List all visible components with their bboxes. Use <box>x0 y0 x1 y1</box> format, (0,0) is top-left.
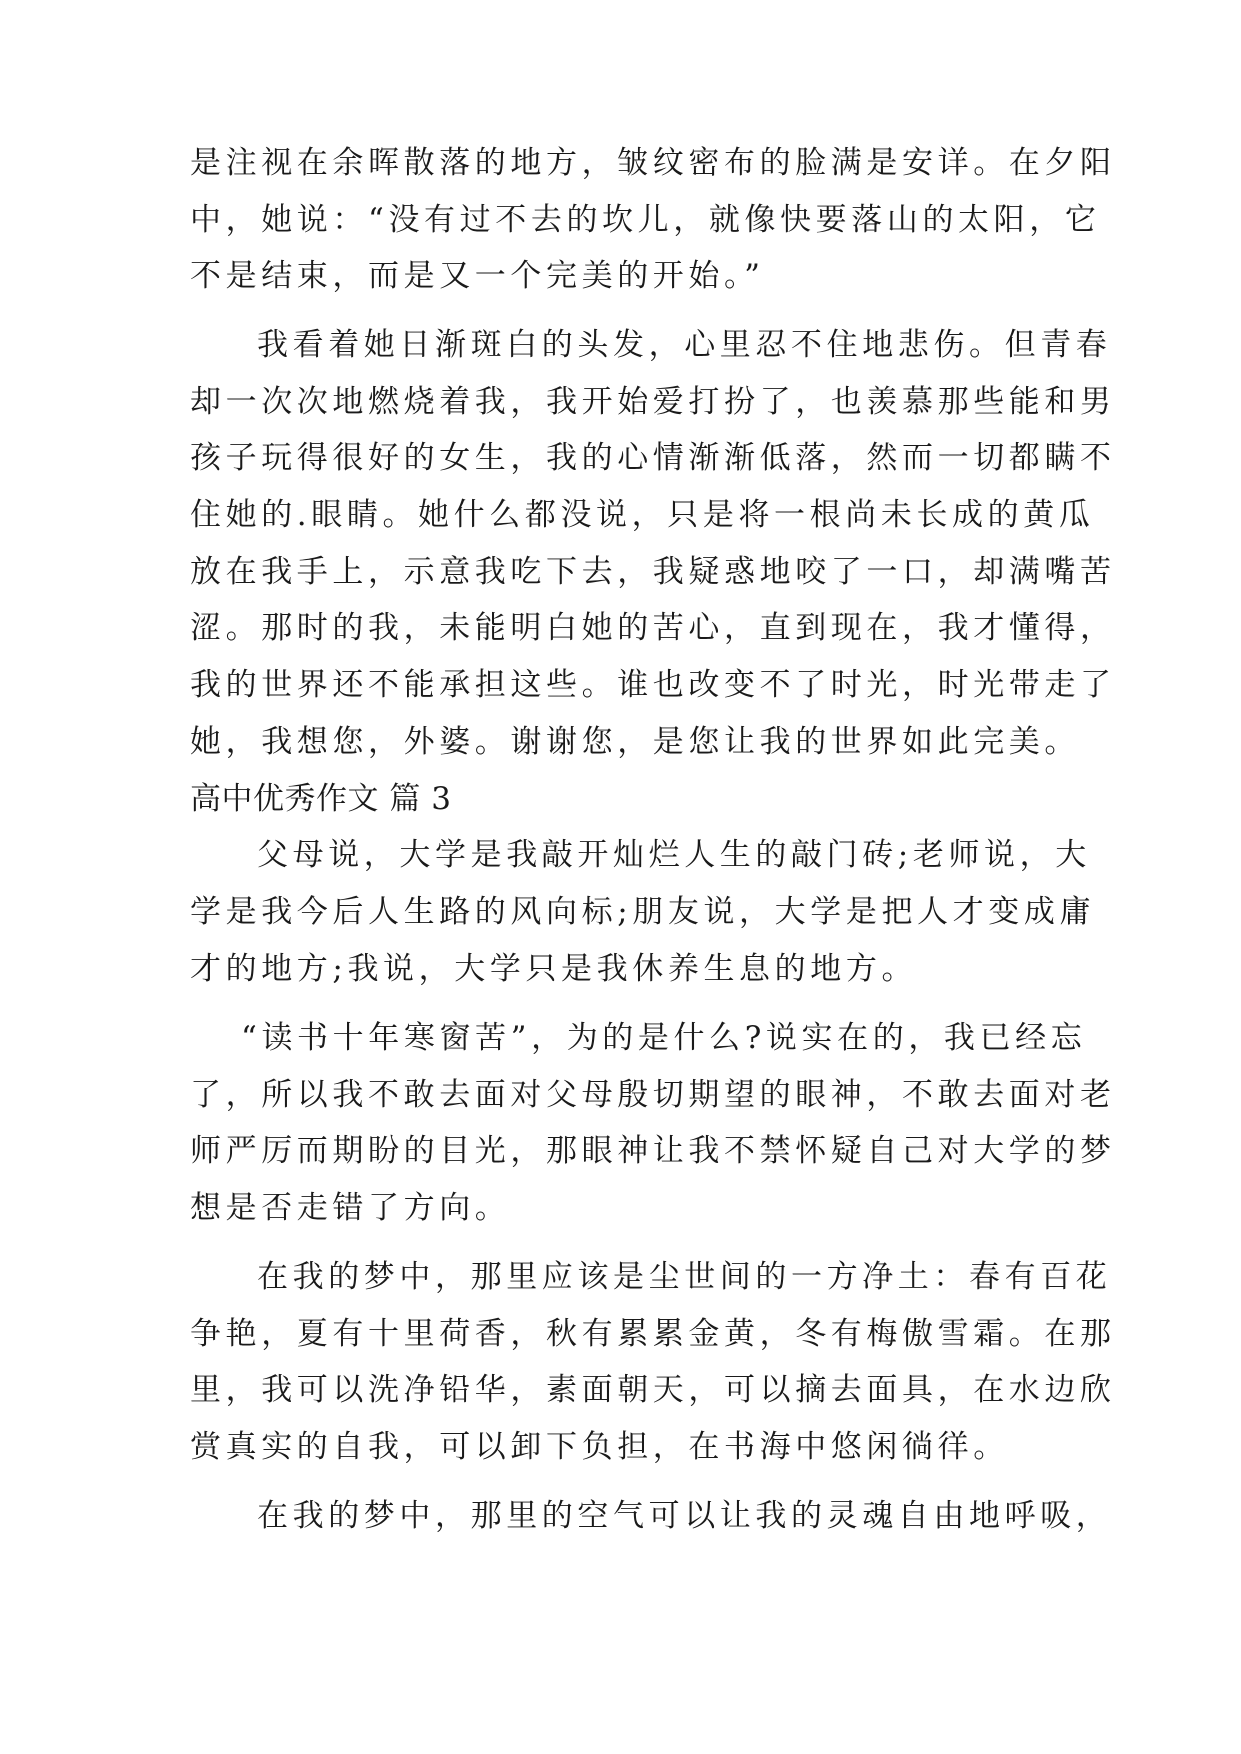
text-line: 才的地方;我说，大学只是我休养生息的地方。 <box>190 951 918 987</box>
text-line: 孩子玩得很好的女生，我的心情渐渐低落，然而一切都瞒不 <box>190 440 1116 476</box>
text-line: 中，她说：“没有过不去的坎儿，就像快要落山的太阳，它 <box>190 202 1101 238</box>
text-line: 她，我想您，外婆。谢谢您，是您让我的世界如此完美。 <box>190 724 1080 760</box>
text-line: 赏真实的自我，可以卸下负担，在书海中悠闲徜徉。 <box>190 1429 1009 1465</box>
text-line: 我的世界还不能承担这些。谁也改变不了时光，时光带走了 <box>190 667 1116 703</box>
paragraph-first-line: “读书十年寒窗苦”，为的是什么?说实在的，我已经忘 <box>241 1020 1087 1056</box>
text-line: 学是我今后人生路的风向标;朋友说，大学是把人才变成庸 <box>190 894 1096 930</box>
text-line: 里，我可以洗净铅华，素面朝天，可以摘去面具，在水边欣 <box>190 1372 1116 1408</box>
paragraph-first-line: 在我的梦中，那里应该是尘世间的一方净土：春有百花 <box>257 1259 1112 1295</box>
text-line: 不是结束，而是又一个完美的开始。” <box>190 258 765 294</box>
paragraph-first-line: 在我的梦中，那里的空气可以让我的灵魂自由地呼吸， <box>257 1498 1112 1534</box>
text-line: 却一次次地燃烧着我，我开始爱打扮了，也羡慕那些能和男 <box>190 384 1116 420</box>
text-line: 想是否走错了方向。 <box>190 1190 511 1226</box>
text-line: 涩。那时的我，未能明白她的苦心，直到现在，我才懂得， <box>190 610 1116 646</box>
text-line: 了，所以我不敢去面对父母殷切期望的眼神，不敢去面对老 <box>190 1077 1116 1113</box>
section-heading: 高中优秀作文 篇 3 <box>190 781 452 817</box>
text-line: 放在我手上，示意我吃下去，我疑惑地咬了一口，却满嘴苦 <box>190 554 1116 590</box>
paragraph-first-line: 父母说，大学是我敲开灿烂人生的敲门砖;老师说，大 <box>257 837 1091 873</box>
text-line: 住她的.眼睛。她什么都没说，只是将一根尚未长成的黄瓜 <box>190 497 1095 533</box>
text-line: 是注视在余晖散落的地方，皱纹密布的脸满是安详。在夕阳 <box>190 145 1116 181</box>
text-line: 争艳，夏有十里荷香，秋有累累金黄，冬有梅傲雪霜。在那 <box>190 1316 1116 1352</box>
paragraph-first-line: 我看着她日渐斑白的头发，心里忍不住地悲伤。但青春 <box>257 327 1112 363</box>
text-line: 师严厉而期盼的目光，那眼神让我不禁怀疑自己对大学的梦 <box>190 1133 1116 1169</box>
